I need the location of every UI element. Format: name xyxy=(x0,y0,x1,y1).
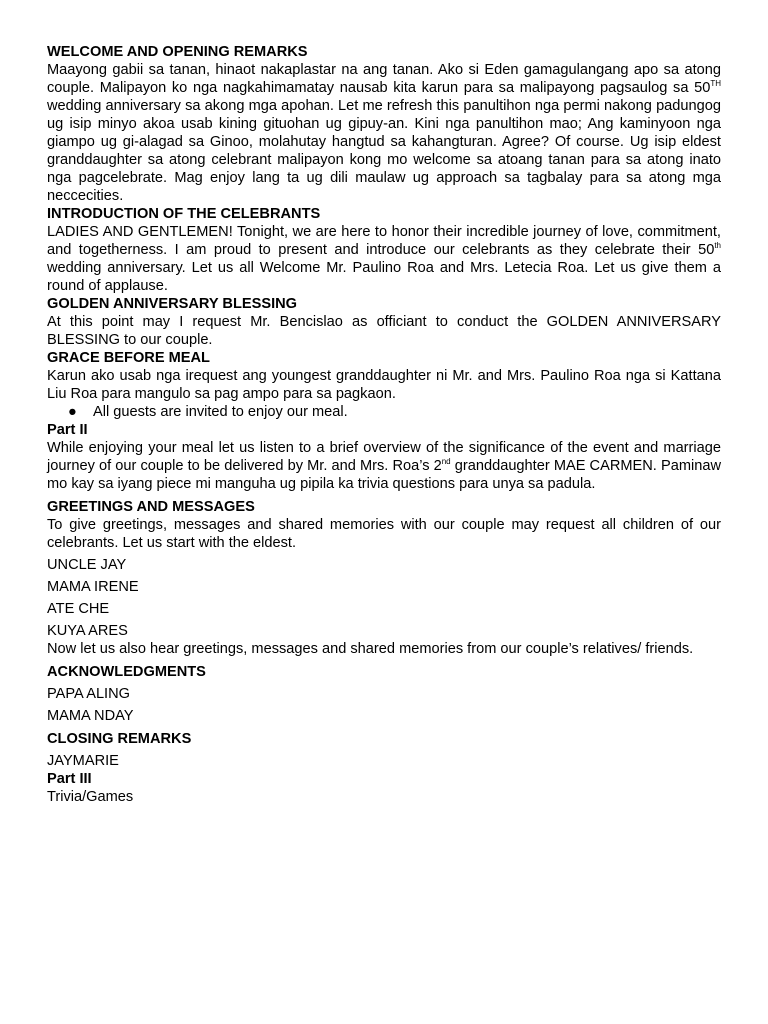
grace-bullet-list xyxy=(47,403,721,421)
part2-paragraph xyxy=(47,439,721,493)
part3-text: Trivia/Games xyxy=(47,789,134,805)
intro-heading: INTRODUCTION OF THE CELEBRANTS xyxy=(47,206,321,222)
ack-heading: ACKNOWLEDGMENTS xyxy=(47,664,206,680)
greetings-name: MAMA IRENE xyxy=(47,579,139,595)
intro-text-a: LADIES AND GENTLEMEN! Tonight, we are here to honor their incredible journey of love, commitment, and togetherness. I am proud to present and introduce our celebrants as they celebrate their 50 xyxy=(47,224,721,258)
ack-name: PAPA ALING xyxy=(47,686,131,702)
closing-heading: CLOSING REMARKS xyxy=(47,731,192,747)
part3-heading: Part III xyxy=(47,771,92,787)
blessing-heading: GOLDEN ANNIVERSARY BLESSING xyxy=(47,296,298,312)
welcome-heading: WELCOME AND OPENING REMARKS xyxy=(47,44,308,60)
document-page xyxy=(47,43,721,806)
intro-paragraph xyxy=(47,223,721,295)
closing-name: JAYMARIE xyxy=(47,753,119,769)
welcome-text-a: Maayong gabii sa tanan, hinaot nakaplastar na ang tanan. Ako si Eden gamagulangang apo sa atong couple. Malipayon ko nga nagkahimamatay nausab kita karun para sa malipayong pagsaulog sa 50 xyxy=(47,62,721,96)
grace-paragraph: Karun ako usab nga irequest ang youngest granddaughter ni Mr. and Mrs. Paulino Roa nga si Kattana Liu Roa para mangulo sa pag ampo para sa pagkaon. xyxy=(47,368,721,402)
welcome-paragraph xyxy=(47,61,721,205)
greetings-name: ATE CHE xyxy=(47,601,110,617)
grace-heading: GRACE BEFORE MEAL xyxy=(47,350,210,366)
welcome-superscript: TH xyxy=(710,79,721,89)
list-item xyxy=(68,403,721,421)
part2-heading: Part II xyxy=(47,422,88,438)
greetings-paragraph-2: Now let us also hear greetings, messages and shared memories from our couple’s relatives/ friends. xyxy=(47,641,694,657)
part2-text-b: granddaughter MAE CARMEN. Paminaw mo kay sa iyang piece mi manguha ug pipila ka trivia questions para unya sa padula. xyxy=(47,458,721,492)
blessing-paragraph: At this point may I request Mr. Bencislao as officiant to conduct the GOLDEN ANNIVERSARY BLESSING to our couple. xyxy=(47,314,721,348)
ack-name: MAMA NDAY xyxy=(47,708,134,724)
welcome-text-b: wedding anniversary sa akong mga apohan. Let me refresh this panultihon nga permi nakong padungog ug isip minyo akoa usab kining gituohan ug gipuy-an. Kini nga panultihon mao; Ang kaminyoon nga giampo ug gi-alagad sa Ginoo, molahutay hangtud sa kahangturan. Agree? Of course. Ug isip eldest granddaughter sa atong celebrant malipayon kong mo welcome sa atoang tanan para sa atong inato nga pagcelebrate. Mag enjoy lang ta ug dili maulaw ug approach sa tagbalay para sa atong mga neccecities. xyxy=(47,98,721,204)
greetings-name: KUYA ARES xyxy=(47,623,128,639)
intro-superscript: th xyxy=(714,241,721,251)
intro-text-b: wedding anniversary. Let us all Welcome Mr. Paulino Roa and Mrs. Letecia Roa. Let us give them a round of applause. xyxy=(47,260,721,294)
bullet-icon: ● xyxy=(68,404,77,420)
greetings-heading: GREETINGS AND MESSAGES xyxy=(47,499,255,515)
part2-text-a: While enjoying your meal let us listen to a brief overview of the significance of the event and marriage journey of our couple to be delivered by Mr. and Mrs. Roa’s 2 xyxy=(47,440,721,474)
grace-bullet-text: All guests are invited to enjoy our meal. xyxy=(93,404,348,420)
greetings-paragraph: To give greetings, messages and shared memories with our couple may request all children of our celebrants. Let us start with the eldest. xyxy=(47,517,721,551)
greetings-name: UNCLE JAY xyxy=(47,557,127,573)
part2-superscript: nd xyxy=(441,457,451,467)
